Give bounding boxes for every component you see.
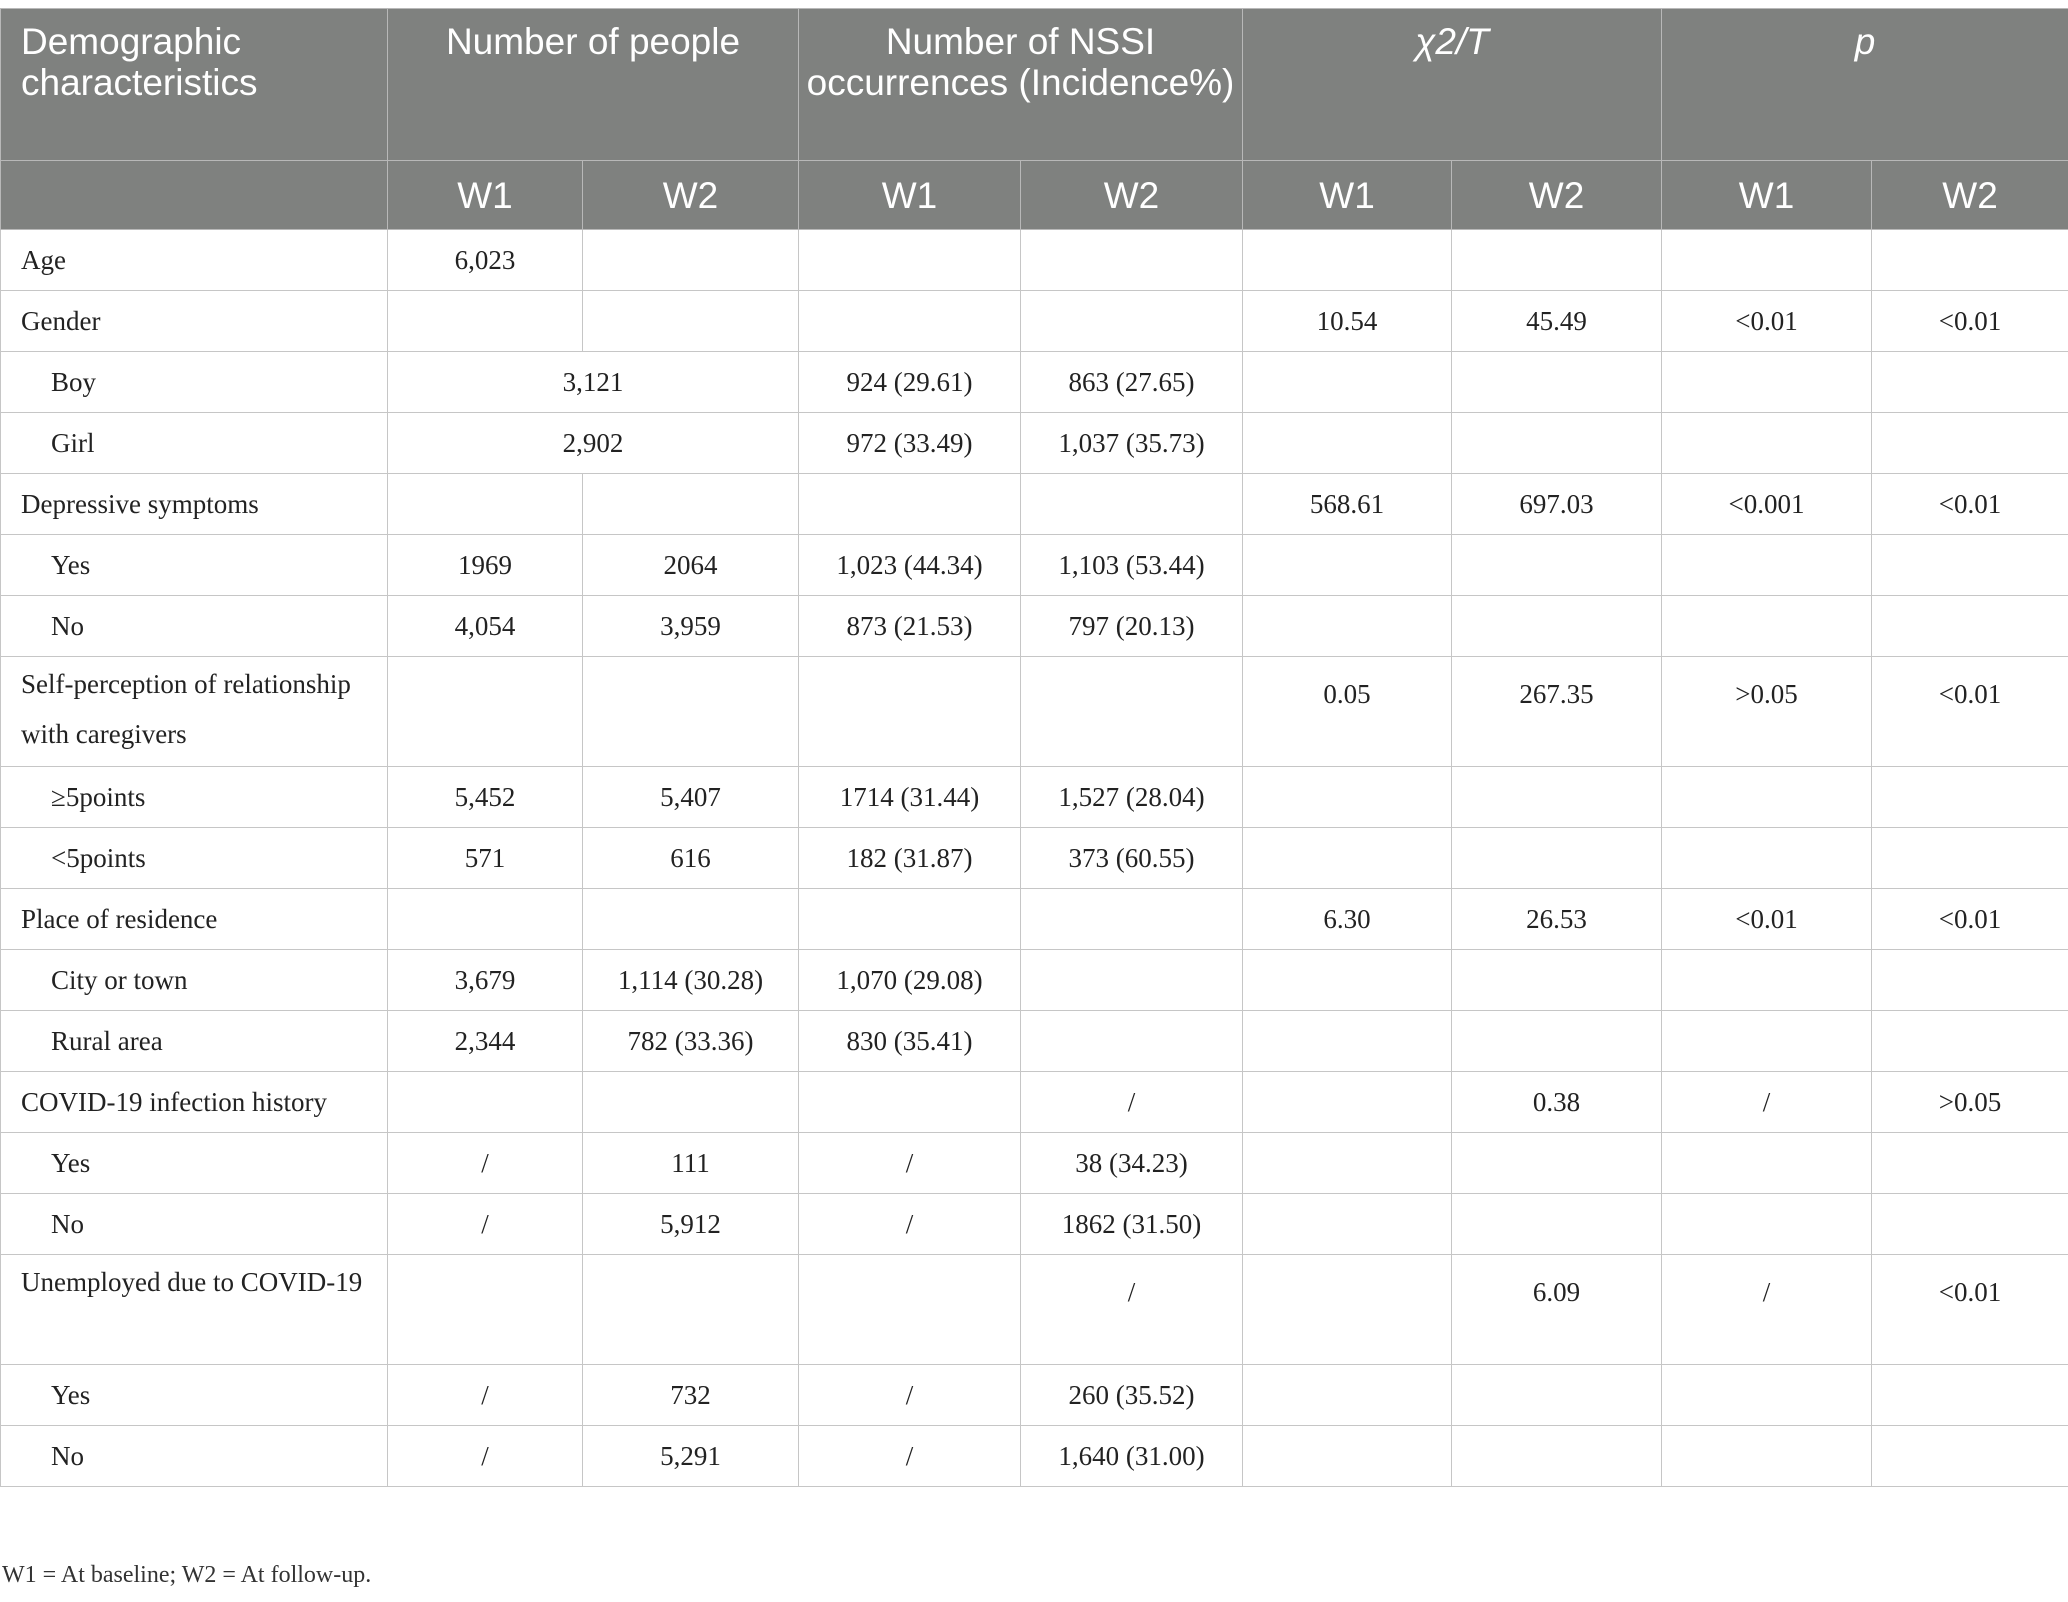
cell-p-w1	[1662, 352, 1872, 413]
table-row-boy	[1, 352, 2068, 413]
row-label: City or town	[1, 950, 388, 1011]
table-row-sp-ge5	[1, 767, 2068, 828]
cell-nssi-w1	[799, 230, 1021, 291]
cell-p-w2: <0.01	[1872, 1255, 2068, 1365]
subheader-people-w2: W2	[583, 161, 799, 230]
cell-chi-w1: 568.61	[1243, 474, 1452, 535]
cell-people-w2: 5,291	[583, 1426, 799, 1487]
cell-people-w1: /	[388, 1365, 583, 1426]
cell-p-w2	[1872, 1133, 2068, 1194]
table-row-city	[1, 950, 2068, 1011]
cell-chi-w2	[1452, 230, 1662, 291]
cell-nssi-w1: 1,023 (44.34)	[799, 535, 1021, 596]
table-row-unemp-no	[1, 1426, 2068, 1487]
row-label: Rural area	[1, 1011, 388, 1072]
subheader-people-w1: W1	[388, 161, 583, 230]
cell-nssi-w1: 924 (29.61)	[799, 352, 1021, 413]
cell-chi-w1	[1243, 1194, 1452, 1255]
row-label: No	[1, 1194, 388, 1255]
cell-p-w1: <0.01	[1662, 291, 1872, 352]
cell-chi-w1	[1243, 767, 1452, 828]
row-label: Depressive symptoms	[1, 474, 388, 535]
cell-chi-w2: 45.49	[1452, 291, 1662, 352]
cell-nssi-w2: 1,640 (31.00)	[1021, 1426, 1243, 1487]
cell-nssi-w2: 863 (27.65)	[1021, 352, 1243, 413]
cell-p-w2	[1872, 413, 2068, 474]
table-row-girl	[1, 413, 2068, 474]
cell-people-w2	[583, 291, 799, 352]
cell-people-w1: 3,679	[388, 950, 583, 1011]
cell-p-w2	[1872, 535, 2068, 596]
cell-p-w2	[1872, 1194, 2068, 1255]
cell-nssi-w2: 1,103 (53.44)	[1021, 535, 1243, 596]
cell-chi-w1	[1243, 1072, 1452, 1133]
cell-nssi-w2: 1,037 (35.73)	[1021, 413, 1243, 474]
cell-chi-w1	[1243, 413, 1452, 474]
cell-people-w2	[583, 889, 799, 950]
cell-nssi-w1: /	[799, 1133, 1021, 1194]
cell-nssi-w1	[799, 889, 1021, 950]
cell-chi-w1	[1243, 1133, 1452, 1194]
cell-nssi-w1: 1,070 (29.08)	[799, 950, 1021, 1011]
cell-nssi-w2: 373 (60.55)	[1021, 828, 1243, 889]
table-row-dep-yes	[1, 535, 2068, 596]
table-row-sp-lt5	[1, 828, 2068, 889]
cell-chi-w1: 6.30	[1243, 889, 1452, 950]
header-row	[1, 9, 2068, 161]
cell-people-merged: 3,121	[388, 352, 799, 413]
row-label: Boy	[1, 352, 388, 413]
cell-nssi-w1	[799, 657, 1021, 767]
cell-people-w1: /	[388, 1426, 583, 1487]
cell-p-w1	[1662, 230, 1872, 291]
cell-people-w2	[583, 1072, 799, 1133]
cell-chi-w2	[1452, 828, 1662, 889]
cell-p-w2: <0.01	[1872, 889, 2068, 950]
table-row-gender	[1, 291, 2068, 352]
header-people: Number of people	[388, 9, 799, 161]
cell-people-w1	[388, 474, 583, 535]
cell-people-w2	[583, 474, 799, 535]
cell-people-w1	[388, 1072, 583, 1133]
cell-p-w1	[1662, 1365, 1872, 1426]
cell-nssi-w2: 38 (34.23)	[1021, 1133, 1243, 1194]
cell-nssi-w1: 1714 (31.44)	[799, 767, 1021, 828]
cell-people-w1: 5,452	[388, 767, 583, 828]
cell-chi-w2: 267.35	[1452, 657, 1662, 767]
cell-people-w2	[583, 230, 799, 291]
cell-chi-w1	[1243, 352, 1452, 413]
cell-chi-w2: 697.03	[1452, 474, 1662, 535]
header-p: p	[1662, 9, 2068, 161]
cell-p-w2: <0.01	[1872, 657, 2068, 767]
subheader-p-w1: W1	[1662, 161, 1872, 230]
row-label: Yes	[1, 535, 388, 596]
cell-people-w2: 5,407	[583, 767, 799, 828]
cell-nssi-w1: /	[799, 1194, 1021, 1255]
cell-p-w1: /	[1662, 1072, 1872, 1133]
table-row-covid	[1, 1072, 2068, 1133]
cell-nssi-w2	[1021, 291, 1243, 352]
cell-people-w2: 732	[583, 1365, 799, 1426]
cell-people-merged: 2,902	[388, 413, 799, 474]
cell-people-w2: 616	[583, 828, 799, 889]
cell-nssi-w1: 830 (35.41)	[799, 1011, 1021, 1072]
table-row-unemployed	[1, 1255, 2068, 1365]
cell-p-w1	[1662, 1133, 1872, 1194]
cell-nssi-w2	[1021, 950, 1243, 1011]
header-nssi: Number of NSSI occurrences (Incidence%)	[799, 9, 1243, 161]
row-label: Gender	[1, 291, 388, 352]
cell-people-w1: /	[388, 1194, 583, 1255]
cell-people-w1: 4,054	[388, 596, 583, 657]
cell-p-w1	[1662, 950, 1872, 1011]
cell-chi-w2	[1452, 535, 1662, 596]
cell-nssi-w2: 1,527 (28.04)	[1021, 767, 1243, 828]
row-label: Place of residence	[1, 889, 388, 950]
cell-chi-w2: 6.09	[1452, 1255, 1662, 1365]
table-footnote: W1 = At baseline; W2 = At follow-up.	[2, 1562, 372, 1588]
table-row-residence	[1, 889, 2068, 950]
cell-people-w1	[388, 657, 583, 767]
cell-people-w2	[583, 1255, 799, 1365]
cell-chi-w1: 0.05	[1243, 657, 1452, 767]
table-row-rural	[1, 1011, 2068, 1072]
cell-people-w2: 111	[583, 1133, 799, 1194]
cell-chi-w2	[1452, 1365, 1662, 1426]
cell-p-w2	[1872, 950, 2068, 1011]
cell-people-w1: 2,344	[388, 1011, 583, 1072]
subheader-empty	[1, 161, 388, 230]
subheader-nssi-w1: W1	[799, 161, 1021, 230]
cell-p-w1	[1662, 1011, 1872, 1072]
row-label: No	[1, 596, 388, 657]
cell-p-w2	[1872, 352, 2068, 413]
subheader-row	[1, 161, 2068, 230]
cell-nssi-w2	[1021, 1011, 1243, 1072]
row-label: ≥5points	[1, 767, 388, 828]
cell-chi-w1	[1243, 950, 1452, 1011]
cell-chi-w1	[1243, 230, 1452, 291]
cell-nssi-w2	[1021, 889, 1243, 950]
cell-nssi-w1	[799, 1072, 1021, 1133]
cell-chi-w2	[1452, 1133, 1662, 1194]
cell-nssi-w2: 797 (20.13)	[1021, 596, 1243, 657]
cell-people-w1	[388, 1255, 583, 1365]
cell-nssi-w1: /	[799, 1426, 1021, 1487]
cell-nssi-w1: 182 (31.87)	[799, 828, 1021, 889]
cell-p-w2	[1872, 1011, 2068, 1072]
cell-people-w2	[583, 657, 799, 767]
cell-p-w1	[1662, 535, 1872, 596]
cell-p-w1: /	[1662, 1255, 1872, 1365]
cell-chi-w1	[1243, 1426, 1452, 1487]
cell-p-w2	[1872, 230, 2068, 291]
cell-chi-w1	[1243, 828, 1452, 889]
cell-p-w2: <0.01	[1872, 291, 2068, 352]
table-row-selfperception	[1, 657, 2068, 767]
cell-nssi-w2	[1021, 657, 1243, 767]
row-label: <5points	[1, 828, 388, 889]
cell-chi-w1	[1243, 1255, 1452, 1365]
cell-people-w2: 782 (33.36)	[583, 1011, 799, 1072]
cell-p-w1	[1662, 596, 1872, 657]
cell-chi-w2	[1452, 413, 1662, 474]
header-demographic: Demographic characteristics	[1, 9, 388, 161]
cell-chi-w2	[1452, 767, 1662, 828]
table-row-age	[1, 230, 2068, 291]
table-row-unemp-yes	[1, 1365, 2068, 1426]
cell-chi-w2: 0.38	[1452, 1072, 1662, 1133]
cell-chi-w1	[1243, 1011, 1452, 1072]
cell-people-w2: 2064	[583, 535, 799, 596]
cell-p-w2	[1872, 828, 2068, 889]
cell-p-w2	[1872, 1365, 2068, 1426]
cell-p-w2	[1872, 596, 2068, 657]
row-label: Self-perception of relationship with caregivers	[1, 657, 388, 767]
row-label: Age	[1, 230, 388, 291]
cell-nssi-w1	[799, 291, 1021, 352]
cell-people-w1: /	[388, 1133, 583, 1194]
cell-nssi-w1	[799, 474, 1021, 535]
cell-nssi-w2: 1862 (31.50)	[1021, 1194, 1243, 1255]
subheader-chi-w1: W1	[1243, 161, 1452, 230]
cell-people-w2: 3,959	[583, 596, 799, 657]
row-label: No	[1, 1426, 388, 1487]
row-label: Unemployed due to COVID-19	[1, 1255, 388, 1365]
subheader-p-w2: W2	[1872, 161, 2068, 230]
subheader-nssi-w2: W2	[1021, 161, 1243, 230]
row-label: COVID-19 infection history	[1, 1072, 388, 1133]
cell-p-w1	[1662, 1194, 1872, 1255]
cell-chi-w1: 10.54	[1243, 291, 1452, 352]
cell-people-w1	[388, 889, 583, 950]
cell-people-w2: 1,114 (30.28)	[583, 950, 799, 1011]
cell-chi-w2	[1452, 1426, 1662, 1487]
cell-nssi-w2: 260 (35.52)	[1021, 1365, 1243, 1426]
table-row-depressive	[1, 474, 2068, 535]
cell-chi-w2	[1452, 352, 1662, 413]
cell-p-w2	[1872, 1426, 2068, 1487]
table-row-covid-no	[1, 1194, 2068, 1255]
cell-nssi-w2: /	[1021, 1072, 1243, 1133]
cell-nssi-w1: 972 (33.49)	[799, 413, 1021, 474]
cell-people-w2: 5,912	[583, 1194, 799, 1255]
cell-p-w2: >0.05	[1872, 1072, 2068, 1133]
row-label: Yes	[1, 1365, 388, 1426]
cell-chi-w1	[1243, 1365, 1452, 1426]
cell-chi-w2	[1452, 950, 1662, 1011]
table-row-dep-no	[1, 596, 2068, 657]
cell-chi-w2: 26.53	[1452, 889, 1662, 950]
header-chi: χ2/T	[1243, 9, 1662, 161]
cell-p-w2: <0.01	[1872, 474, 2068, 535]
cell-p-w2	[1872, 767, 2068, 828]
cell-p-w1	[1662, 1426, 1872, 1487]
row-label: Girl	[1, 413, 388, 474]
row-label: Yes	[1, 1133, 388, 1194]
cell-p-w1: <0.001	[1662, 474, 1872, 535]
cell-people-w1: 1969	[388, 535, 583, 596]
cell-nssi-w2	[1021, 474, 1243, 535]
cell-chi-w2	[1452, 1194, 1662, 1255]
cell-chi-w2	[1452, 1011, 1662, 1072]
cell-p-w1	[1662, 413, 1872, 474]
cell-nssi-w1: 873 (21.53)	[799, 596, 1021, 657]
subheader-chi-w2: W2	[1452, 161, 1662, 230]
cell-chi-w1	[1243, 596, 1452, 657]
cell-nssi-w1	[799, 1255, 1021, 1365]
demographics-table	[0, 8, 2068, 1487]
cell-chi-w1	[1243, 535, 1452, 596]
cell-chi-w2	[1452, 596, 1662, 657]
cell-p-w1	[1662, 828, 1872, 889]
cell-people-w1	[388, 291, 583, 352]
cell-nssi-w2	[1021, 230, 1243, 291]
cell-nssi-w1: /	[799, 1365, 1021, 1426]
cell-people-w1: 571	[388, 828, 583, 889]
cell-people-w1: 6,023	[388, 230, 583, 291]
cell-p-w1: >0.05	[1662, 657, 1872, 767]
cell-p-w1: <0.01	[1662, 889, 1872, 950]
table-row-covid-yes	[1, 1133, 2068, 1194]
cell-p-w1	[1662, 767, 1872, 828]
cell-nssi-w2: /	[1021, 1255, 1243, 1365]
